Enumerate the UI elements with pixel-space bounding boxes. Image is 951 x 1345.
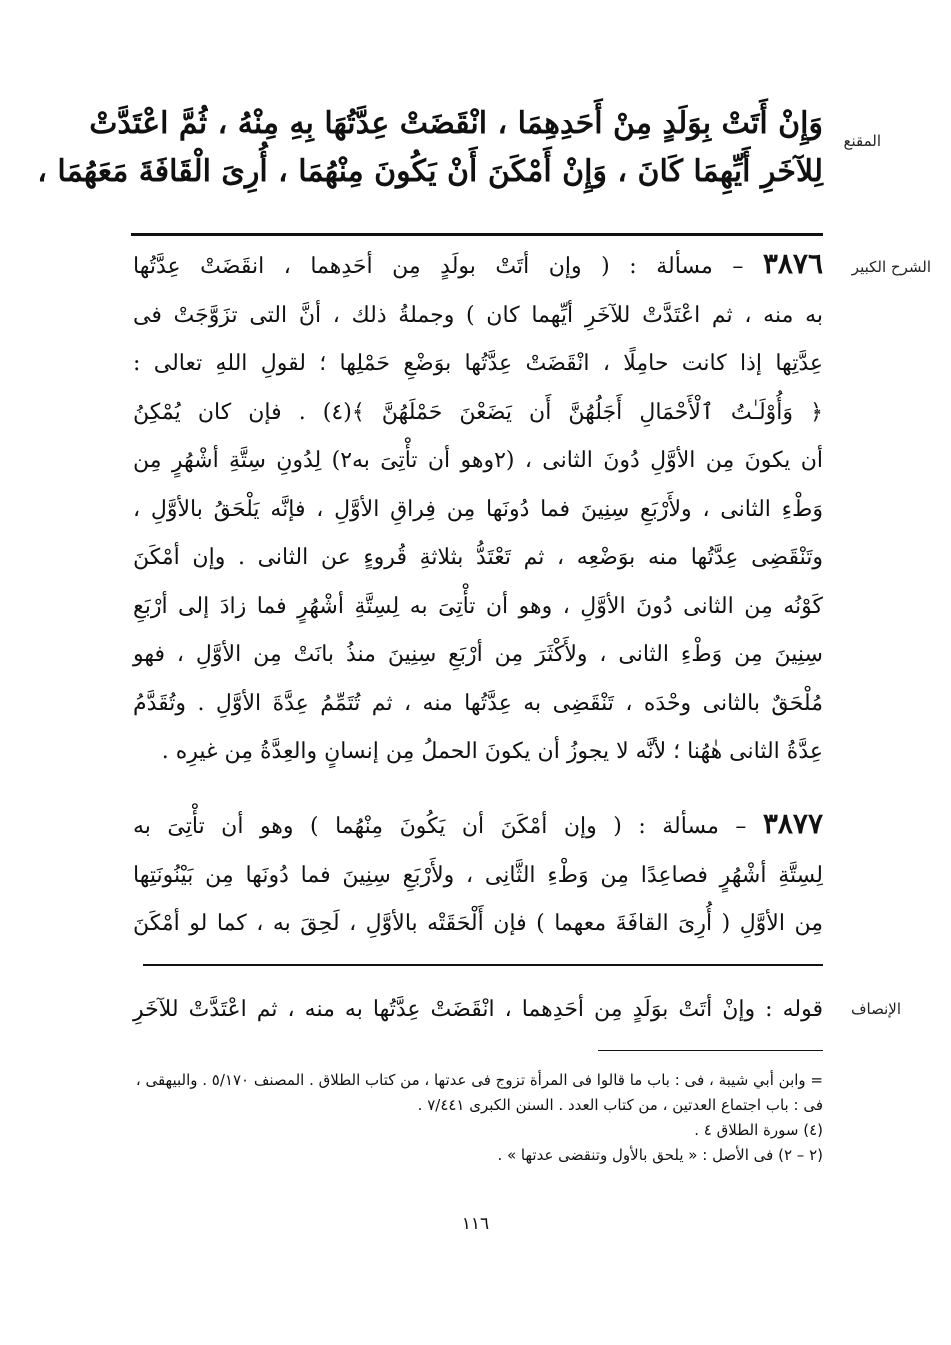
label-sharh-kabir: الشرح الكبير xyxy=(851,258,931,276)
sharh-text-2 xyxy=(133,800,823,949)
sharh-line: به منه ، ثم اعْتَدَّتْ للآخَرِ أيِّهما كان ) وجملةُ ذلك ، أنَّ التى تزَوَّجَتْ فى xyxy=(133,302,823,328)
sharh-first-line xyxy=(133,800,823,852)
sharh-line: عِدَّةُ الثانى هٰهُنا ؛ لأنَّه لا يجوزُ أن يكونَ الحملُ مِن إنسانٍ والعِدَّةُ مِن غيرِه . xyxy=(161,739,823,764)
muqni-text xyxy=(37,100,823,196)
sharh-line: عِدَّتِها إذا كانت حامِلًا ، انْقَضَتْ عِدَّتُها بوَضْعِ حَمْلِها ؛ لقولِ اللهِ تعالى : xyxy=(133,351,823,376)
footnote: فى : باب اجتماع العدتين ، من كتاب العدد . السنن الكبرى ٧/٤٤١ . xyxy=(417,1096,823,1114)
sharh-line: سِنِينَ مِن وَطْءِ الثانى ، ولأَكْثَرَ مِن أرْبَعِ سِنِينَ منذُ بانَتْ مِن الأوَّلِ ، فهو xyxy=(133,642,823,667)
separator-rule-thick xyxy=(131,233,823,236)
page-number: ١١٦ xyxy=(461,1214,490,1234)
label-insaf: الإنصاف xyxy=(850,1000,901,1018)
sharh-line: كَوْنُه مِن الثانى دُونَ الأوَّلِ ، وهو أن تأْتِىَ به لِسِتَّةِ أشْهُرٍ فما زادَ إلى أرْبَعِ xyxy=(133,593,823,619)
sharh-line: أن يكونَ مِن الأوَّلِ دُونَ الثانى ، (٢وهو أن تأْتِىَ به٢) لِدُونِ سِتَّةِ أشْهُرٍ مِن xyxy=(133,448,824,473)
sharh-text xyxy=(133,240,823,777)
separator-rule xyxy=(143,964,823,966)
sharh-first-line-text: – مسألة : ( وإن أتَتْ بولَدٍ مِن أحَدِهما ، انقَضَتْ عِدَّتُها xyxy=(133,254,744,279)
footnote: = وابن أبي شيبة ، فى : باب ما قالوا فى المرأة تزوج فى عدتها ، من كتاب الطلاق . المصنف ٥/١٧٠ . والبيهقى ، xyxy=(135,1071,823,1089)
insaf-line: قوله : وإنْ أتَتْ بوَلَدٍ مِن أحَدِهما ، انْقَضَتْ عِدَّتُها به منه ، ثم اعْتَدَّتْ للآخَرِ xyxy=(133,997,823,1022)
sharh-line: وتَنْقَضِى عِدَّتُها منه بوَضْعِه ، ثم تَعْتَدُّ بثلاثةِ قُروءٍ عن الثانى . وإن أمْكَنَ xyxy=(133,545,823,570)
sharh-line: مِن الأوَّلِ ( أُرِىَ القافَةَ معهما ) فإن أَلْحَقَتْه بالأوَّلِ ، لَحِقَ به ، كما لو أمْكَنَ xyxy=(133,911,823,936)
sharh-line: مُلْحَقٌ بالثانى وحْدَه ، تَنْقَضِى به عِدَّتُها منه ، ثم تُتَمِّمُ عِدَّةَ الأوَّلِ . وتُقَدَّمُ xyxy=(133,690,823,716)
sharh-line-quran: ﴿ وَأُوْلَـٰتُ ٱلْأَحْمَالِ أَجَلُهُنَّ أَن يَضَعْنَ حَمْلَهُنَّ ﴾(٤) . فإن كان يُمْكِنُ xyxy=(133,399,824,425)
label-muqni: المقنع xyxy=(843,132,881,150)
footnotes xyxy=(133,1068,823,1168)
sharh-first-line xyxy=(133,240,823,292)
sharh-line: لِسِتَّةِ أشْهُرٍ فصاعِدًا مِن وَطْءِ الثَّانِى ، ولأَرْبَعِ سِنِينَ فما دُونَها مِن بَيْنُونَتِها xyxy=(133,862,823,888)
footnote: (٤) سورة الطلاق ٤ . xyxy=(694,1121,823,1139)
footnote-rule xyxy=(598,1050,823,1051)
footnote: (٢ – ٢) فى الأصل : « يلحق بالأول وتنقضى عدتها » . xyxy=(497,1146,823,1164)
masala-number: ٣٨٧٧ xyxy=(762,807,823,840)
sharh-first-line-text: – مسألة : ( وإن أمْكَنَ أن يَكُونَ مِنْهُما ) وهو أن تأْتِىَ به xyxy=(133,814,747,839)
masala-number: ٣٨٧٦ xyxy=(762,247,823,280)
muqni-line: لِلآخَرِ أَيِّهِمَا كَانَ ، وَإِنْ أَمْكَنَ أَنْ يَكُونَ مِنْهُمَا ، أُرِىَ الْقَافَةَ مَعَهُمَا ، xyxy=(37,154,823,189)
insaf-text xyxy=(133,990,823,1030)
muqni-line: وَإِنْ أَتَتْ بِوَلَدٍ مِنْ أَحَدِهِمَا ، انْقَضَتْ عِدَّتُهَا بِهِ مِنْهُ ، ثُمَّ اعْتَدَّتْ xyxy=(89,106,823,141)
sharh-line: وَطْءِ الثانى ، ولأَرْبَعِ سِنِينَ فما دُونَها مِن فِراقِ الأوَّلِ ، فإنَّه يَلْحَقُ بالأوَّلِ ، xyxy=(133,496,823,522)
